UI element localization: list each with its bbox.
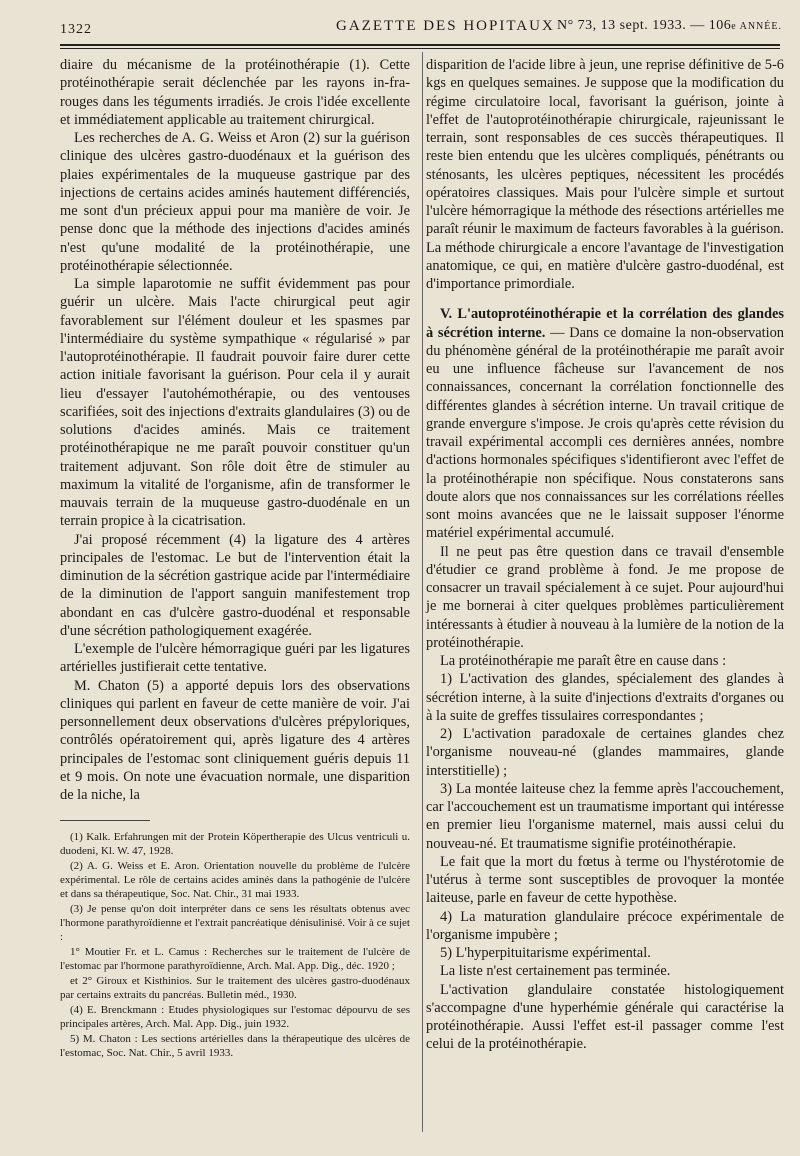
footnote: (1) Kalk. Erfahrungen mit der Protein Köpertherapie des Ulcus ventriculi u. duodeni, Kl. W. 47, 1928.	[60, 831, 410, 857]
issue-year-suffix: e ANNÉE.	[731, 21, 782, 32]
footnote: 1° Moutier Fr. et L. Camus : Recherches sur le traitement de l'ulcère de l'estomac par l'hormone parathyroïdienne, Arch. Mal. App. Dig., déc. 1920 ;	[60, 946, 410, 972]
list-item: 2) L'activation paradoxale de certaines glandes chez l'organisme nouveau-né (glandes mammaires, glande interstitielle) ;	[426, 726, 784, 779]
footnote: 5) M. Chaton : Les sections artérielles dans la thérapeutique des ulcères de l'estomac, Soc. Nat. Chir., 5 avril 1933.	[60, 1033, 410, 1059]
issue-info	[557, 18, 782, 34]
paragraph: Le fait que la mort du fœtus à terme ou l'hystérotomie de l'utérus à terme sont susceptibles de provoquer la montée laiteuse, parle en faveur de cette hypothèse.	[426, 853, 784, 907]
left-column	[60, 56, 410, 804]
section-body: — Dans ce domaine la non-observation du phénomène général de la protéinothérapie me paraît avoir eu une influence fâcheuse sur l'avancement de nos connaissances, concernant la corrélation fonctionnelle des différentes glandes à sécrétion interne. Un travail critique de grande envergure s'impose. Je crois qu'après cette révision du travail expérimental accompli ces dernières années, nombre d'actions hormonales spécifiques s'identifieront avec l'effet de la protéinothérapie non spécifique. Nous constaterons sans doute alors que nos connaissances sur les corrélations réelles sont moins avancées que ne le laissait supposer l'énorme matériel expérimental accumulé.	[426, 324, 784, 542]
footnote: (2) A. G. Weiss et E. Aron. Orientation nouvelle du problème de l'ulcère expérimental. Le rôle de certains acides aminés dans la pathogénie de l'ulcère et dans sa thérapeutique, Soc. Nat. Chir., 31 mai 1933.	[60, 860, 410, 900]
right-column	[426, 56, 784, 1054]
paragraph: La protéinothérapie me paraît être en cause dans :	[440, 653, 727, 669]
journal-title: GAZETTE DES HOPITAUX	[336, 18, 555, 34]
page-header	[60, 16, 782, 42]
paragraph: M. Chaton (5) a apporté depuis lors des observations cliniques qui parlent en faveur de cette manière de voir. J'ai personnellement deux observations d'ulcères prépyloriques, contrôlés opératoirement qui, après ligature des 4 artères principales de l'estomac sont cliniquement guéris depuis 11 et 9 mois. On note une évacuation normale, une disparition de la niche, la	[60, 677, 410, 803]
paragraph: Il ne peut pas être question dans ce travail d'ensemble d'étudier ce grand problème à fond. Je me propose de consacrer un travail spécialement à ce sujet. Pour aujourd'hui je me bornerai à citer quelques problèmes particulièrement intéressants à étudier à nouveau à la lumière de la notion de la protéinothérapie.	[426, 543, 784, 651]
paragraph: L'activation glandulaire constatée histologiquement s'accompagne d'une hyperhémie générale qui caractérise la protéinothérapie. Aussi l'effet est-il passager comme l'est celui de la protéinothérapie.	[426, 981, 784, 1053]
paragraph: Les recherches de A. G. Weiss et Aron (2) sur la guérison clinique des ulcères gastro-duodénaux et la guérison des plaies expérimentales de la muqueuse gastrique par des injections de certains acides aminés hautement différenciés, me sont d'un précieux appui pour ma manière de voir. Je pense donc que la méthode des injections d'acides aminés n'est qu'une modalité de la protéinothérapie, une protéinothérapie sélectionnée.	[60, 130, 410, 274]
header-rule-thin	[60, 48, 780, 49]
list-item: 4) La maturation glandulaire précoce expérimentale de l'organisme impubère ;	[426, 908, 784, 943]
paragraph: J'ai proposé récemment (4) la ligature des 4 artères principales de l'estomac. Le but de l'intervention était la diminution de la sécrétion gastrique acide par l'intermédiaire de la diminution de l'apport sanguin manifestement trop abondant en cas d'ulcère gastro-duodénal et responsable d'une sécrétion pathologiquement exagérée.	[60, 531, 410, 639]
footnote: et 2° Giroux et Kisthinios. Sur le traitement des ulcères gastro-duodénaux par certains extraits du pancréas. Bulletin méd., 1930.	[60, 975, 410, 1001]
list-item: 3) La montée laiteuse chez la femme après l'accouchement, car l'accouchement est un traumatisme important qui intéresse en premier lieu l'organisme maternel, mais aussi celui du nouveau-né. Et traumatisme signifie protéinothérapie.	[426, 780, 784, 852]
section-heading: V. L'autoprotéinothérapie et la corrélation des glandes à sécrétion interne.	[426, 306, 784, 341]
column-separator	[422, 52, 423, 1132]
paragraph: L'exemple de l'ulcère hémorragique guéri par les ligatures artérielles justifierait cette tentative.	[60, 641, 410, 676]
list-item: 1) L'activation des glandes, spécialement des glandes à sécrétion interne, à la suite d'injections d'extraits d'organes ou à la suite de greffes tissulaires correspondantes ;	[426, 671, 784, 724]
issue-number-date: N° 73, 13 sept. 1933. — 106	[556, 18, 732, 33]
footnotes	[60, 830, 410, 1061]
page-number: 1322	[60, 22, 92, 37]
paragraph: diaire du mécanisme de la protéinothérapie (1). Cette protéinothérapie serait déclenchée par les rayons in-fra-rouges dans les téguments irradiés. Je crois l'idée excellente et immédiatement applicable au traitement chirurgical.	[60, 57, 410, 128]
list-item: 5) L'hyperpituitarisme expérimental.	[440, 945, 651, 961]
header-rule-thick	[60, 44, 780, 46]
footnote: (3) Je pense qu'on doit interpréter dans ce sens les résultats obtenus avec l'hormone parathyroïdienne et l'extrait pancréatique dénisulinisé. Voir à ce sujet :	[60, 903, 410, 943]
paragraph: La liste n'est certainement pas terminée.	[440, 963, 671, 980]
paragraph: disparition de l'acide libre à jeun, une reprise définitive de 5-6 kgs en quelques semaines. Je suppose que la modification du régime circulatoire local, favorisant la guérison, jointe à l'effet de l'autoprotéinothérapie chirurgicale, rajeunissant le terrain, sont responsables de ces succès thérapeutiques. Il reste bien entendu que les ulcères compliqués, pénétrants ou sténosants, les ulcères peptiques, nécessitent les procédés opératoires classiques. Mais pour l'ulcère simple et surtout l'ulcère hémorragique la méthode des résections artérielles me paraît réunir le maximum de facteurs favorables à la guérison. La méthode chirurgicale a encore l'avantage de l'investigation anatomique, ce qui, en matière d'ulcère gastro-duodénal, est d'importance primordiale.	[426, 57, 784, 292]
paragraph: La simple laparotomie ne suffit évidemment pas pour guérir un ulcère. Mais l'acte chirurgical peut agir favorablement sur l'élément douleur et les spasmes par l'intermédiaire du système sympathique « régularisé » par l'autoprotéinothérapie. Il faudrait pouvoir faire durer cette action initiale favorisant la guérison. Pour cela il y aurait lieu d'essayer l'autohémothérapie, ou des ventouses scarifiées, soit des injections d'extraits glandulaires (3) ou de solutions d'acides aminés. Mais ce traitement protéinothérapique ne me paraît pouvoir constituer qu'un traitement adjuvant. Son rôle doit être de stimuler au maximum la vitalité de l'organisme, afin de transformer le mauvais terrain de la muqueuse gastro-duodénale en un terrain propice à la cicatrisation.	[60, 276, 410, 530]
footnote-rule	[60, 820, 150, 821]
footnote: (4) E. Brenckmann : Etudes physiologiques sur l'estomac dépourvu de ses principales artères, Arch. Mal. App. Dig., juin 1932.	[60, 1004, 410, 1030]
section-paragraph	[426, 305, 784, 542]
